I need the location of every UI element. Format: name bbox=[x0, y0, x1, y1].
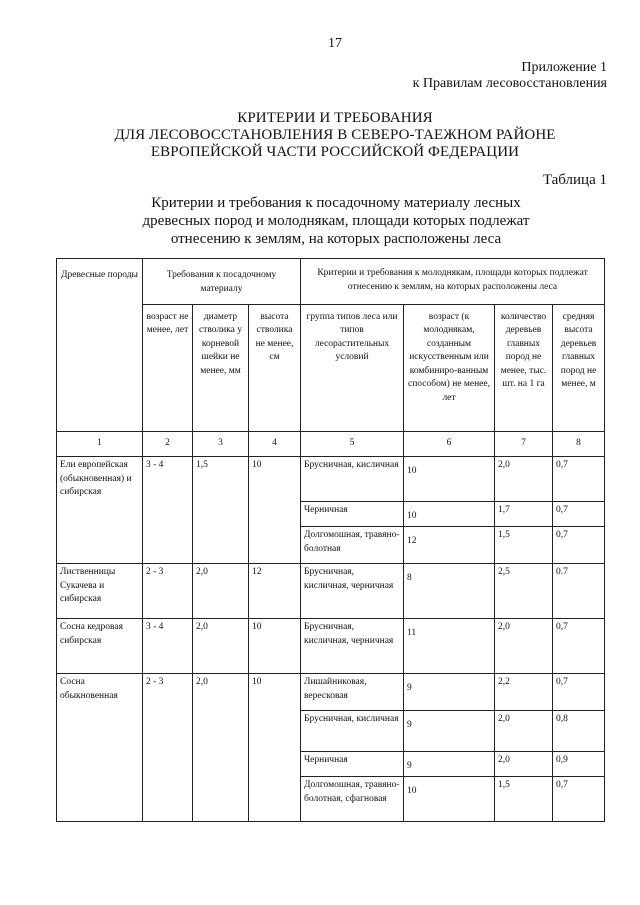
column-number: 4 bbox=[249, 432, 301, 457]
tree-count-cell: 2,5 bbox=[495, 564, 553, 619]
tree-count-cell: 1,5 bbox=[495, 777, 553, 822]
species-cell: Ели европейская (обыкновенная) и сибирская bbox=[57, 457, 143, 564]
table-caption-line-2: древесных пород и молоднякам, площади которых подлежат bbox=[142, 213, 530, 229]
young-age-cell: 9 bbox=[404, 674, 495, 711]
avg-height-cell: 0,7 bbox=[553, 457, 605, 502]
height-cell: 12 bbox=[249, 564, 301, 619]
forest-type-cell: Черничная bbox=[301, 752, 404, 777]
tree-count-cell: 1,7 bbox=[495, 502, 553, 527]
table-row bbox=[57, 457, 605, 502]
tree-count-cell: 2,0 bbox=[495, 711, 553, 752]
table-caption-line-1: Критерии и требования к посадочному материалу лесных bbox=[151, 195, 521, 211]
header-forest-type: группа типов леса или типов лесорастительных условий bbox=[301, 304, 404, 431]
tree-count-cell: 2,0 bbox=[495, 619, 553, 674]
appendix-title: Приложение 1 bbox=[521, 60, 607, 75]
forest-type-cell: Брусничная, кисличная bbox=[301, 711, 404, 752]
avg-height-cell: 0,8 bbox=[553, 711, 605, 752]
appendix-subtitle: к Правилам лесовосстановления bbox=[412, 76, 607, 91]
table-row bbox=[57, 564, 605, 619]
column-number: 6 bbox=[404, 432, 495, 457]
forest-type-cell: Долгомошная, травяно-болотная bbox=[301, 527, 404, 564]
species-cell: Сосна кедровая сибирская bbox=[57, 619, 143, 674]
column-number: 7 bbox=[495, 432, 553, 457]
forest-type-cell: Брусничная, кисличная bbox=[301, 457, 404, 502]
young-age-cell: 10 bbox=[404, 502, 495, 527]
header-row-1 bbox=[57, 259, 605, 305]
young-age-cell: 10 bbox=[404, 457, 495, 502]
criteria-table bbox=[56, 258, 605, 822]
avg-height-cell: 0,7 bbox=[553, 502, 605, 527]
avg-height-cell: 0,7 bbox=[553, 674, 605, 711]
document-heading-line-2: ДЛЯ ЛЕСОВОССТАНОВЛЕНИЯ В СЕВЕРО-ТАЕЖНОМ РАЙОНЕ bbox=[114, 127, 556, 143]
header-species: Древесные породы bbox=[57, 259, 143, 432]
age-cell: 3 - 4 bbox=[143, 457, 193, 564]
column-number: 5 bbox=[301, 432, 404, 457]
header-age: возраст не менее, лет bbox=[143, 304, 193, 431]
age-cell: 2 - 3 bbox=[143, 564, 193, 619]
tree-count-cell: 2,0 bbox=[495, 752, 553, 777]
age-cell: 2 - 3 bbox=[143, 674, 193, 822]
avg-height-cell: 0,7 bbox=[553, 527, 605, 564]
young-age-cell: 12 bbox=[404, 527, 495, 564]
diameter-cell: 2,0 bbox=[193, 619, 249, 674]
height-cell: 10 bbox=[249, 457, 301, 564]
page-number: 17 bbox=[328, 36, 342, 51]
species-cell: Лиственницы Сукачева и сибирская bbox=[57, 564, 143, 619]
header-height: высота стволика не менее, см bbox=[249, 304, 301, 431]
header-diameter: диаметр стволика у корневой шейки не менее, мм bbox=[193, 304, 249, 431]
young-age-cell: 10 bbox=[404, 777, 495, 822]
header-planting-material: Требования к посадочному материалу bbox=[143, 259, 301, 305]
table-label: Таблица 1 bbox=[542, 172, 607, 188]
avg-height-cell: 0,7 bbox=[553, 619, 605, 674]
diameter-cell: 2,0 bbox=[193, 674, 249, 822]
table-row bbox=[57, 619, 605, 674]
column-number: 8 bbox=[553, 432, 605, 457]
young-age-cell: 9 bbox=[404, 711, 495, 752]
document-heading-line-3: ЕВРОПЕЙСКОЙ ЧАСТИ РОССИЙСКОЙ ФЕДЕРАЦИИ bbox=[150, 144, 520, 160]
young-age-cell: 8 bbox=[404, 564, 495, 619]
forest-type-cell: Лишайниковая, вересковая bbox=[301, 674, 404, 711]
height-cell: 10 bbox=[249, 674, 301, 822]
tree-count-cell: 2,2 bbox=[495, 674, 553, 711]
forest-type-cell: Черничная bbox=[301, 502, 404, 527]
column-number: 2 bbox=[143, 432, 193, 457]
forest-type-cell: Брусничная, кисличная, черничная bbox=[301, 564, 404, 619]
forest-type-cell: Брусничная, кисличная, черничная bbox=[301, 619, 404, 674]
forest-type-cell: Долгомошная, травяно-болотная, сфагновая bbox=[301, 777, 404, 822]
avg-height-cell: 0,7 bbox=[553, 777, 605, 822]
header-tree-count: количество деревьев главных пород не менее, тыс. шт. на 1 га bbox=[495, 304, 553, 431]
young-age-cell: 11 bbox=[404, 619, 495, 674]
table-row bbox=[57, 674, 605, 711]
header-young-growth: Критерии и требования к молоднякам, площади которых подлежат отнесению к землям, на которых расположены леса bbox=[301, 259, 605, 305]
avg-height-cell: 0,9 bbox=[553, 752, 605, 777]
tree-count-cell: 2,0 bbox=[495, 457, 553, 502]
tree-count-cell: 1,5 bbox=[495, 527, 553, 564]
header-young-age: возраст (к молоднякам, созданным искусственным или комбиниро-ванным способом) не менее, лет bbox=[404, 304, 495, 431]
column-number: 3 bbox=[193, 432, 249, 457]
young-age-cell: 9 bbox=[404, 752, 495, 777]
species-cell: Сосна обыкновенная bbox=[57, 674, 143, 822]
column-number: 1 bbox=[57, 432, 143, 457]
table-caption-line-3: отнесению к землям, на которых расположены леса bbox=[170, 231, 502, 247]
column-number-row bbox=[57, 432, 605, 457]
diameter-cell: 2,0 bbox=[193, 564, 249, 619]
document-heading-line-1: КРИТЕРИИ И ТРЕБОВАНИЯ bbox=[237, 110, 433, 126]
age-cell: 3 - 4 bbox=[143, 619, 193, 674]
header-avg-height: средняя высота деревьев главных пород не менее, м bbox=[553, 304, 605, 431]
avg-height-cell: 0.7 bbox=[553, 564, 605, 619]
height-cell: 10 bbox=[249, 619, 301, 674]
diameter-cell: 1,5 bbox=[193, 457, 249, 564]
